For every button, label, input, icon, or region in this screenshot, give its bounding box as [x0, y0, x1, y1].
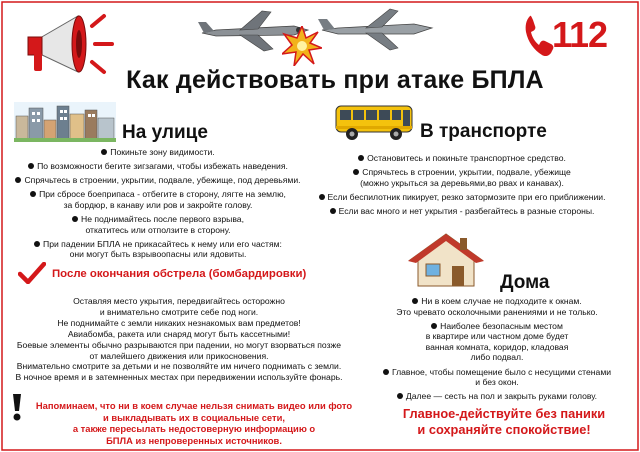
list-item: [356, 321, 638, 363]
bullet-icon: [319, 194, 325, 200]
home-list: [356, 296, 638, 405]
transport-heading: В транспорте: [420, 121, 547, 142]
house-icon: [408, 232, 484, 288]
bullet-icon: [397, 393, 403, 399]
bullet-icon: [28, 163, 34, 169]
checkmark-icon: [18, 262, 46, 284]
drone-icon: [318, 4, 436, 54]
list-item-text: ванная комната, коридор, кладовая: [425, 341, 569, 352]
list-item: [296, 153, 628, 164]
list-item-text: Наиболее безопасным местом: [440, 320, 563, 331]
list-item-text: При сбросе боеприпаса - отбегите в сторону, лягте на землю,: [39, 189, 286, 200]
bullet-icon: [34, 241, 40, 247]
list-item: [8, 175, 308, 186]
bullet-icon: [358, 155, 364, 161]
bus-icon: [334, 102, 414, 142]
bullet-icon: [412, 298, 418, 304]
list-item: [356, 391, 638, 402]
list-item-text: Это чревато осколочными ранениями и не только.: [396, 306, 598, 317]
list-item-text: Ни в коем случае не подходите к окнам.: [421, 296, 582, 306]
list-item-text: и без окон.: [475, 377, 519, 388]
list-item: [296, 192, 628, 203]
list-item-text: Если вас много и нет укрытия - разбегайтесь в разные стороны.: [338, 205, 595, 216]
list-item-text: они могут быть взрывоопасны или ядовиты.: [69, 249, 247, 260]
text-line: БПЛА из непроверенных источников.: [106, 434, 282, 446]
list-item-text: Далее — сесть на пол и закрыть руками голову.: [405, 391, 598, 402]
text-line: Авиабомба, ракета или снаряд могут быть кассетными!: [67, 328, 291, 339]
bullet-icon: [15, 177, 21, 183]
text-line: В ночное время и в затемненных местах при передвижении используйте фонарь.: [15, 372, 343, 383]
list-item: [8, 239, 308, 260]
list-item: [8, 214, 308, 235]
exclamation-icon: [10, 392, 24, 422]
street-heading: На улице: [122, 122, 208, 143]
transport-list: [296, 153, 628, 220]
bullet-icon: [383, 369, 389, 375]
list-item-text: Если беспилотник пикирует, резко затормозите при его приближении.: [327, 191, 606, 202]
text-line: Оставляя место укрытия, передвигайтесь осторожно: [73, 296, 285, 306]
bullet-icon: [72, 216, 78, 222]
list-item: [8, 161, 308, 172]
text-line: Боевые элементы обычно разрываются при падении, но могут взорваться позже: [16, 339, 342, 350]
notice-text: [24, 400, 364, 446]
list-item: [356, 367, 638, 388]
list-item: [8, 147, 308, 158]
final-slogan: [376, 406, 632, 438]
after-text: [6, 296, 352, 383]
list-item: [296, 167, 628, 188]
list-item-text: (можно укрыться за деревьями,во рвах и канавах).: [360, 177, 564, 188]
home-heading: Дома: [500, 272, 550, 293]
list-item: [296, 206, 628, 217]
bullet-icon: [330, 208, 336, 214]
list-item-text: в квартире или частном доме будет: [425, 331, 569, 342]
bullet-icon: [30, 191, 36, 197]
text-line: Не поднимайте с земли никаких незнакомых вам предметов!: [57, 317, 301, 328]
bullet-icon: [431, 323, 437, 329]
list-item-text: откатитесь или отползите в сторону.: [85, 224, 231, 235]
bullet-icon: [353, 169, 359, 175]
text-line: и внимательно смотрите себе под ноги.: [99, 306, 259, 317]
text-line: от малейшего движения или прикосновения.: [89, 350, 269, 361]
street-list: [8, 147, 308, 263]
list-item-text: Не поднимайтесь после первого взрыва,: [81, 213, 244, 224]
after-heading: После окончания обстрела (бомбардировки): [52, 268, 307, 280]
page-title: Как действовать при атаке БПЛА: [126, 66, 544, 94]
city-icon: [14, 102, 116, 142]
text-line: и сохраняйте спокойствие!: [417, 422, 591, 437]
text-line: Напоминаем, что ни в коем случае нельзя снимать видео или фото: [35, 400, 353, 411]
text-line: и выкладывать их в социальные сети,: [103, 411, 285, 423]
list-item-text: По возможности бегите зигзагами, чтобы избежать наведения.: [37, 161, 288, 172]
list-item-text: Спрячьтесь в строении, укрытии, подвале, убежище: [362, 167, 571, 178]
list-item-text: за бордюр, в канаву или ров и закройте голову.: [63, 199, 253, 210]
list-item-text: Спрячьтесь в строении, укрытии, подвале, убежище, под деревьями.: [24, 175, 301, 186]
list-item-text: Главное, чтобы помещение было с несущими стенами: [391, 366, 612, 377]
list-item-text: При падении БПЛА не прикасайтесь к нему или его частям:: [43, 238, 282, 249]
text-line: Внимательно смотрите за детьми и не позволяйте им ничего поднимать с земли.: [16, 361, 342, 372]
list-item: [356, 296, 638, 317]
emergency-number: 112: [552, 14, 608, 55]
bullet-icon: [101, 149, 107, 155]
list-item-text: Покиньте зону видимости.: [110, 147, 215, 157]
list-item-text: либо подвал.: [470, 352, 524, 363]
text-line: а также пересылать недостоверную информацию о: [72, 423, 316, 434]
explosion-icon: [282, 26, 322, 66]
list-item-text: Остановитесь и покиньте транспортное средство.: [367, 153, 566, 163]
text-line: Главное-действуйте без паники: [402, 406, 606, 421]
list-item: [8, 189, 308, 210]
